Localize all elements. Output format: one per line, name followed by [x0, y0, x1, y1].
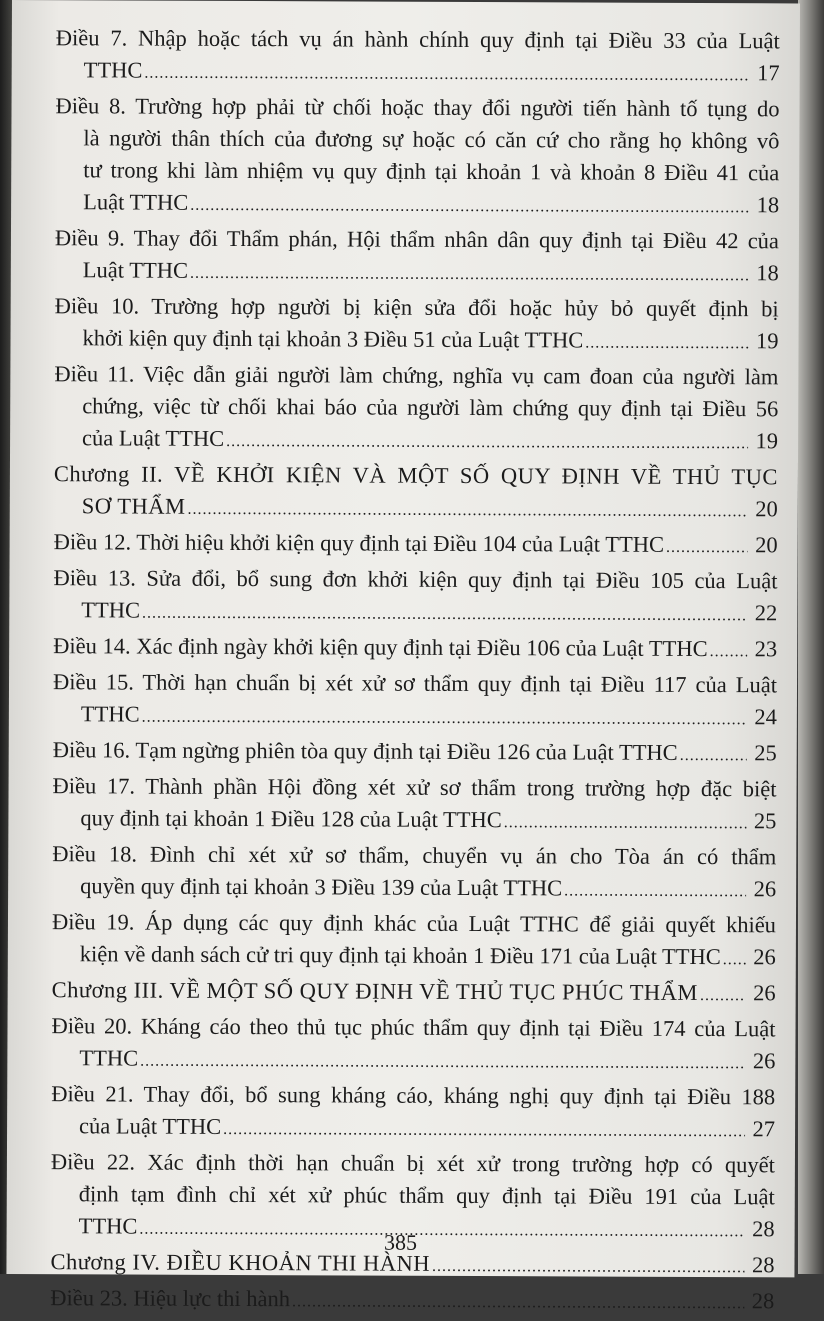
toc-entry-text: Điều 21. Thay đổi, bổ sung kháng cáo, kháng nghị quy định tại Điều 188: [51, 1081, 776, 1110]
toc-entry-line: [54, 526, 778, 561]
toc-entry-text: TTHC: [83, 57, 143, 83]
toc-entry-line: [51, 1042, 775, 1077]
toc-entry-text: định tạm đình chỉ xét xử phúc thẩm quy định tại Điều 191 của Luật: [78, 1181, 775, 1210]
toc-page-number: 23: [754, 636, 778, 662]
toc-entry: [55, 222, 779, 289]
toc-entry-text: Điều 7. Nhập hoặc tách vụ án hành chính quy định tại Điều 33 của Luật: [55, 25, 780, 54]
dot-leader: [187, 491, 747, 528]
book-page-edges: [798, 0, 824, 1274]
toc-entry-line: [51, 1178, 775, 1213]
toc-entry-text: Điều 23. Hiệu lực thi hành: [50, 1285, 291, 1312]
toc-chapter-entry: [52, 974, 776, 1009]
toc-entry-text: TTHC: [78, 1213, 138, 1239]
dot-leader: [226, 423, 748, 460]
toc-entry-text: của Luật TTHC: [79, 1113, 222, 1139]
dot-leader: [142, 699, 747, 737]
toc-entry-line: [53, 594, 777, 629]
dot-leader: [190, 187, 749, 224]
toc-entry-text: Chương IV. ĐIỀU KHOẢN THI HÀNH: [50, 1249, 431, 1276]
toc-entry-line: [54, 490, 778, 525]
toc-entry-line: [53, 770, 777, 805]
toc-page-number: 26: [753, 980, 776, 1006]
dot-leader: [564, 872, 746, 908]
dot-leader: [140, 1043, 745, 1081]
toc-entry: [54, 290, 778, 357]
toc-entry-line: [53, 734, 777, 769]
toc-page-number: 28: [752, 1216, 775, 1242]
toc-page-number: 27: [752, 1116, 776, 1142]
toc-entry: [53, 666, 777, 733]
toc-entry-text: Điều 18. Đình chỉ xét xử sơ thẩm, chuyển vụ án cho Tòa án có thẩm: [52, 841, 777, 870]
dot-leader: [585, 325, 748, 361]
dot-leader: [504, 804, 747, 840]
toc-entry-line: [50, 1282, 774, 1317]
toc-entry-text: Chương II. VỀ KHỞI KIỆN VÀ MỘT SỐ QUY ĐỊNH VỀ THỦ TỤC: [53, 461, 778, 490]
toc-chapter-entry: [54, 458, 778, 525]
toc-entry-line: [55, 122, 779, 157]
toc-entry-line: [53, 698, 777, 733]
toc-page-number: 25: [753, 808, 777, 834]
toc-entry: [51, 1078, 775, 1145]
toc-entry-text: Điều 10. Trường hợp người bị kiện sửa đổi hoặc hủy bỏ quyết định bị: [54, 293, 779, 322]
toc-entry-text: Điều 9. Thay đổi Thẩm phán, Hội thẩm nhân dân quy định tại Điều 42 của: [54, 225, 780, 254]
toc-entry-line: [54, 322, 778, 357]
toc-entry-text: Chương III. VỀ MỘT SỐ QUY ĐỊNH VỀ THỦ TỤC PHÚC THẨM: [51, 977, 699, 1006]
dot-leader: [700, 977, 746, 1012]
toc-entry-text: SƠ THẨM: [81, 493, 186, 519]
toc-entry: [53, 630, 777, 665]
toc-entry-line: [55, 186, 779, 221]
toc-entry-line: [55, 254, 779, 289]
toc-entry-line: [51, 1110, 775, 1145]
toc-page-number: 20: [755, 532, 778, 558]
toc-entry-line: [52, 870, 776, 905]
toc-entry-line: [53, 666, 777, 701]
toc-entry: [52, 770, 776, 837]
toc-entry-line: [51, 1010, 775, 1045]
toc-entry-line: [54, 422, 778, 457]
toc-entry-text: Điều 15. Thời hạn chuẩn bị xét xử sơ thẩm quy định tại Điều 117 của Luật: [52, 669, 778, 698]
toc-page-number: 24: [754, 704, 777, 730]
toc-entry-text: Điều 17. Thành phần Hội đồng xét xử sơ thẩm trong trường hợp đặc biệt: [52, 773, 777, 802]
toc-entry-line: [53, 562, 777, 597]
toc-page-number: 18: [756, 192, 780, 218]
toc-entry-text: Luật TTHC: [83, 189, 189, 215]
toc-entry-line: [53, 630, 777, 665]
toc-entry: [52, 906, 776, 973]
toc-entry-line: [52, 838, 776, 873]
toc-entry-line: [51, 1146, 775, 1181]
toc-entry-line: [54, 358, 778, 393]
toc-page-number: 17: [757, 60, 780, 86]
toc-page-number: 26: [752, 1048, 776, 1074]
toc-entry-text: Luật TTHC: [82, 257, 189, 283]
toc-page-number: 28: [751, 1288, 775, 1314]
toc-entry-text: quyền quy định tại khoản 3 Điều 139 của Luật TTHC: [80, 873, 563, 901]
dot-leader: [292, 1283, 744, 1320]
toc-entry: [50, 1282, 774, 1317]
toc-entry-line: [55, 90, 779, 125]
toc-page-number: 26: [753, 876, 777, 902]
book-page: [6, 0, 800, 1314]
toc-entry-text: Điều 22. Xác định thời hạn chuẩn bị xét xử trong trường hợp có quyết: [50, 1149, 775, 1178]
toc-entry-line: [52, 938, 776, 973]
dot-leader: [223, 1111, 745, 1148]
toc-entry-line: [56, 54, 780, 89]
dot-leader: [710, 633, 748, 668]
toc-entry-text: Điều 13. Sửa đổi, bổ sung đơn khởi kiện quy định tại Điều 105 của Luật: [53, 565, 778, 594]
toc-entry-text: TTHC: [79, 1045, 139, 1071]
toc-entry-line: [52, 802, 776, 837]
toc-entry-text: chứng, việc từ chối khai báo của người làm chứng quy định tại Điều 56: [82, 393, 779, 422]
toc-entry-text: Điều 14. Xác định ngày khởi kiện quy định tại Điều 106 của Luật TTHC: [53, 633, 708, 662]
toc-entry: [55, 90, 780, 221]
dot-leader: [144, 55, 749, 93]
table-of-contents: [50, 22, 780, 1321]
dot-leader: [666, 529, 748, 564]
dot-leader: [190, 255, 749, 292]
toc-entry-text: Điều 12. Thời hiệu khởi kiện quy định tại Điều 104 của Luật TTHC: [53, 529, 665, 557]
toc-entry-line: [55, 154, 779, 189]
toc-page-number: 26: [753, 944, 776, 970]
toc-entry-text: Điều 16. Tạm ngừng phiên tòa quy định tại Điều 126 của Luật TTHC: [52, 737, 678, 765]
toc-entry: [54, 358, 778, 457]
toc-page-number: 19: [755, 428, 779, 454]
toc-entry-text: của Luật TTHC: [82, 425, 225, 451]
toc-entry-text: tư trong khi làm nhiệm vụ quy định tại khoản 1 và khoản 8 Điều 41 của: [83, 157, 780, 186]
toc-page-number: 18: [756, 260, 779, 286]
dot-leader: [142, 595, 747, 633]
toc-entry: [53, 562, 777, 629]
toc-entry-line: [54, 458, 778, 493]
toc-entry-line: [56, 22, 780, 57]
toc-entry-line: [52, 974, 776, 1009]
toc-entry-text: quy định tại khoản 1 Điều 128 của Luật TTHC: [80, 805, 502, 833]
toc-page-number: 28: [751, 1252, 775, 1278]
toc-entry: [51, 1010, 775, 1077]
toc-entry-text: Điều 8. Trường hợp phải từ chối hoặc thay đổi người tiến hành tố tụng do: [55, 93, 780, 122]
toc-entry: [52, 838, 776, 905]
toc-page-number: 20: [755, 496, 778, 522]
toc-entry: [53, 734, 777, 769]
toc-entry-line: [55, 222, 779, 257]
toc-entry: [54, 526, 778, 561]
toc-entry-text: TTHC: [80, 701, 140, 727]
dot-leader: [723, 941, 746, 976]
dot-leader: [680, 737, 747, 772]
toc-entry-line: [51, 1078, 775, 1113]
toc-entry-line: [54, 390, 778, 425]
toc-page-number: 19: [755, 328, 779, 354]
toc-entry-text: là người thân thích của đương sự hoặc có căn cứ cho rằng họ không vô: [83, 125, 780, 154]
toc-entry-text: khởi kiện quy định tại khoản 3 Điều 51 của Luật TTHC: [82, 325, 584, 353]
toc-entry-text: TTHC: [81, 597, 141, 623]
page-number: 385: [384, 1229, 418, 1255]
toc-entry-text: Điều 11. Việc dẫn giải người làm chứng, nghĩa vụ cam đoan của người làm: [54, 361, 779, 390]
toc-entry-text: Điều 19. Áp dụng các quy định khác của Luật TTHC để giải quyết khiếu: [51, 909, 777, 938]
toc-entry: [56, 22, 780, 89]
toc-entry-line: [55, 290, 779, 325]
toc-entry-text: kiện về danh sách cử tri quy định tại khoản 1 Điều 171 của Luật TTHC: [79, 941, 721, 970]
toc-page-number: 25: [754, 740, 777, 766]
toc-page-number: 22: [754, 600, 778, 626]
toc-entry-line: [52, 906, 776, 941]
toc-entry-text: Điều 20. Kháng cáo theo thủ tục phúc thẩm quy định tại Điều 174 của Luật: [51, 1013, 776, 1042]
